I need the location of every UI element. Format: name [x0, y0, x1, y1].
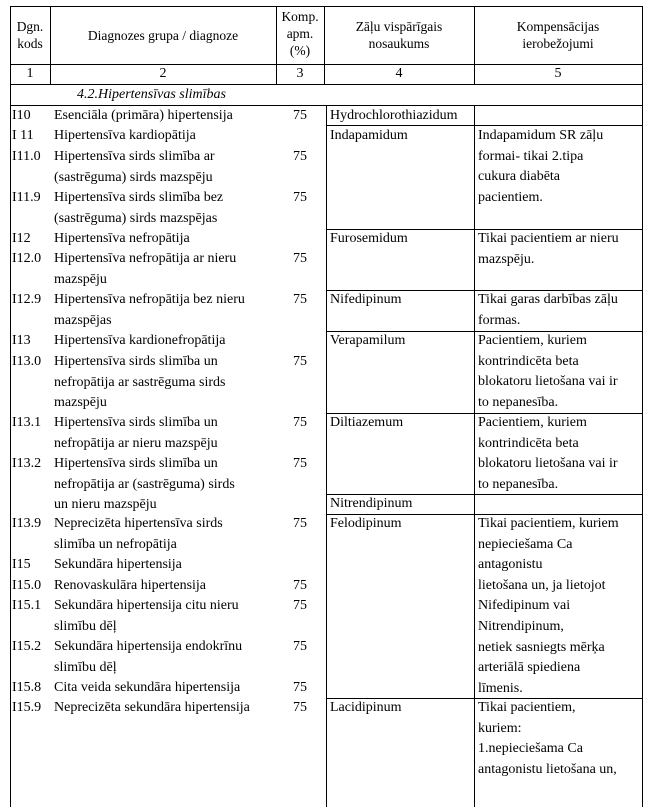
diagnosis-name: mazspēju: [54, 395, 107, 411]
diagnosis-code: I13.1: [12, 415, 42, 430]
column-divider-5-body: [474, 105, 475, 807]
diagnosis-name: nefropātija ar sastrēguma sirds: [54, 374, 226, 390]
drug-generic-name: Felodipinum: [330, 516, 402, 531]
compensation-percent: 75: [293, 680, 307, 695]
compensation-percent: 75: [293, 639, 307, 654]
header-generic-name: Zāļu vispārīgais nosaukums: [355, 19, 443, 51]
diagnosis-code: I12: [12, 231, 31, 246]
diagnosis-name: Hipertensīva nefropātija bez nieru: [54, 292, 245, 307]
drug-generic-name: Indapamidum: [330, 128, 408, 143]
compensation-limit-text: Tikai pacientiem, kuriem: [478, 516, 619, 531]
compensation-limit-text: kontrindicēta beta: [478, 353, 579, 369]
diagnosis-name: Hipertensīva sirds slimība bez: [54, 190, 224, 205]
drug-generic-name: Nitrendipinum: [330, 496, 413, 511]
diagnosis-code: I11.0: [12, 149, 41, 164]
compensation-limit-text: to nepanesība.: [478, 394, 559, 410]
diagnosis-name: Hipertensīva sirds slimība un: [54, 354, 218, 369]
diagnosis-code: I10: [12, 108, 31, 123]
drug-generic-name: Nifedipinum: [330, 292, 402, 307]
table-top-border: [10, 6, 642, 7]
compensation-limit-text: līmenis.: [478, 680, 523, 696]
compensation-percent: 75: [293, 516, 307, 531]
diagnosis-code: I13.2: [12, 456, 42, 471]
header-diagnosis-group: Diagnozes grupa / diagnoze: [87, 28, 239, 43]
diagnosis-name: Sekundāra hipertensija endokrīnu: [54, 639, 243, 654]
column-number: 3: [296, 66, 304, 81]
compensation-limit-text: formai- tikai 2.tipa: [478, 148, 584, 164]
compensation-percent: 75: [293, 456, 307, 471]
compensation-limit-text: kontrindicēta beta: [478, 435, 579, 451]
drug-generic-name: Furosemidum: [330, 231, 408, 246]
compensation-limit-text: mazspēju.: [478, 251, 535, 267]
compensation-limit-text: Tikai garas darbības zāļu: [478, 292, 618, 307]
diagnosis-name: Hipertensīva kardiopātija: [54, 128, 196, 143]
diagnosis-name: Hipertensīva sirds slimība un: [54, 415, 218, 430]
diagnosis-name: Renovaskulāra hipertensija: [54, 578, 207, 593]
diagnosis-code: I15.9: [12, 700, 42, 715]
compensation-limit-text: kuriem:: [478, 720, 522, 736]
column-number: 5: [554, 66, 562, 81]
diagnosis-code: I12.0: [12, 251, 42, 266]
compensation-limit-text: lietošana un, ja lietojot: [478, 577, 606, 593]
compensation-limit-text: antagonistu lietošana un,: [478, 761, 617, 777]
compensation-limit-text: nepieciešama Ca: [478, 536, 573, 552]
column-number: 1: [26, 66, 34, 81]
table-right-border: [642, 6, 643, 807]
compensation-percent: 75: [293, 149, 307, 164]
diagnosis-code: I13.0: [12, 354, 42, 369]
compensation-limit-text: to nepanesība.: [478, 476, 559, 492]
compensation-percent: 75: [293, 415, 307, 430]
diagnosis-name: Hipertensīva kardionefropātija: [54, 333, 226, 348]
compensation-limit-text: Pacientiem, kuriem: [478, 333, 587, 348]
compensation-percent: 75: [293, 190, 307, 205]
diagnosis-name: Esenciāla (primāra) hipertensija: [54, 108, 233, 123]
diagnosis-code: I15.2: [12, 639, 42, 654]
column-number: 2: [159, 66, 167, 81]
diagnosis-code: I13: [12, 333, 31, 348]
compensation-percent: 75: [293, 108, 307, 123]
header-compensation-percent: Komp. apm. (%): [281, 9, 319, 58]
compensation-limit-text: arteriālā spiediena: [478, 660, 581, 676]
diagnosis-name: slimību dēļ: [54, 659, 117, 675]
column-divider-1: [10, 6, 11, 807]
diagnosis-code: I15.0: [12, 578, 42, 593]
diagnosis-name: slimību dēļ: [54, 618, 117, 634]
compensation-limit-text: Nifedipinum vai: [478, 598, 571, 614]
diagnosis-name: nefropātija ar nieru mazspēju: [54, 435, 218, 451]
compensation-limit-text: Nitrendipinum,: [478, 619, 564, 634]
compensation-limit-text: antagonistu: [478, 557, 543, 573]
diagnosis-name: Hipertensīva sirds slimība un: [54, 456, 218, 471]
drug-generic-name: Lacidipinum: [330, 700, 402, 715]
diagnosis-code: I11.9: [12, 190, 41, 205]
section-title: 4.2.Hipertensīvas slimības: [77, 87, 226, 102]
diagnosis-name: nefropātija ar (sastrēguma) sirds: [54, 476, 235, 492]
column-divider-4-body: [326, 105, 327, 807]
compensation-limit-text: Tikai pacientiem ar nieru: [478, 231, 619, 246]
diagnosis-code: I12.9: [12, 292, 42, 307]
compensation-limit-text: Tikai pacientiem,: [478, 700, 576, 715]
compensation-percent: 75: [293, 598, 307, 613]
diagnosis-code: I15.8: [12, 680, 42, 695]
compensation-limit-text: 1.nepieciešama Ca: [478, 741, 583, 757]
compensation-limit-text: formas.: [478, 312, 521, 328]
diagnosis-code: I15: [12, 557, 31, 572]
compensation-limit-text: blokatoru lietošana vai ir: [478, 456, 618, 472]
diagnosis-name: mazspējas: [54, 312, 112, 328]
column-number: 4: [395, 66, 403, 81]
diagnosis-name: Hipertensīva sirds slimība ar: [54, 149, 215, 164]
compensation-limit-text: netiek sasniegts mērķa: [478, 639, 605, 655]
diagnosis-name: mazspēju: [54, 271, 107, 287]
drug-generic-name: Diltiazemum: [330, 415, 404, 430]
diagnosis-code: I13.9: [12, 516, 42, 531]
header-compensation-limits: Kompensācijas ierobežojumi: [516, 19, 600, 51]
diagnosis-name: Sekundāra hipertensija citu nieru: [54, 598, 239, 613]
compensation-percent: 75: [293, 354, 307, 369]
diagnosis-code: I15.1: [12, 598, 42, 613]
compensation-percent: 75: [293, 251, 307, 266]
compensation-limit-text: Pacientiem, kuriem: [478, 415, 587, 430]
diagnosis-name: un nieru mazspēju: [54, 497, 157, 513]
compensation-percent: 75: [293, 292, 307, 307]
diagnosis-name: Neprecizēta sekundāra hipertensija: [54, 700, 250, 715]
compensation-percent: 75: [293, 578, 307, 593]
compensation-limit-text: pacientiem.: [478, 189, 543, 205]
diagnosis-name: Cita veida sekundāra hipertensija: [54, 680, 241, 695]
diagnosis-name: Hipertensīva nefropātija ar nieru: [54, 251, 237, 266]
drug-generic-name: Verapamilum: [330, 333, 406, 348]
diagnosis-code: I 11: [12, 128, 34, 143]
diagnosis-name: Hipertensīva nefropātija: [54, 231, 190, 246]
header-dgn-kods: Dgn. kods: [16, 19, 44, 51]
drug-generic-name: Hydrochlorothiazidum: [330, 108, 458, 123]
diagnosis-name: Sekundāra hipertensija: [54, 557, 182, 572]
compensation-limit-text: Indapamidum SR zāļu: [478, 128, 604, 143]
compensation-percent: 75: [293, 700, 307, 715]
diagnosis-name: Neprecizēta hipertensīva sirds: [54, 516, 223, 531]
diagnosis-name: slimība un nefropātija: [54, 536, 177, 552]
compensation-limit-text: blokatoru lietošana vai ir: [478, 374, 618, 390]
diagnosis-name: (sastrēguma) sirds mazspējas: [54, 210, 218, 226]
diagnosis-name: (sastrēguma) sirds mazspēju: [54, 169, 213, 185]
compensation-limit-text: cukura diabēta: [478, 169, 561, 185]
